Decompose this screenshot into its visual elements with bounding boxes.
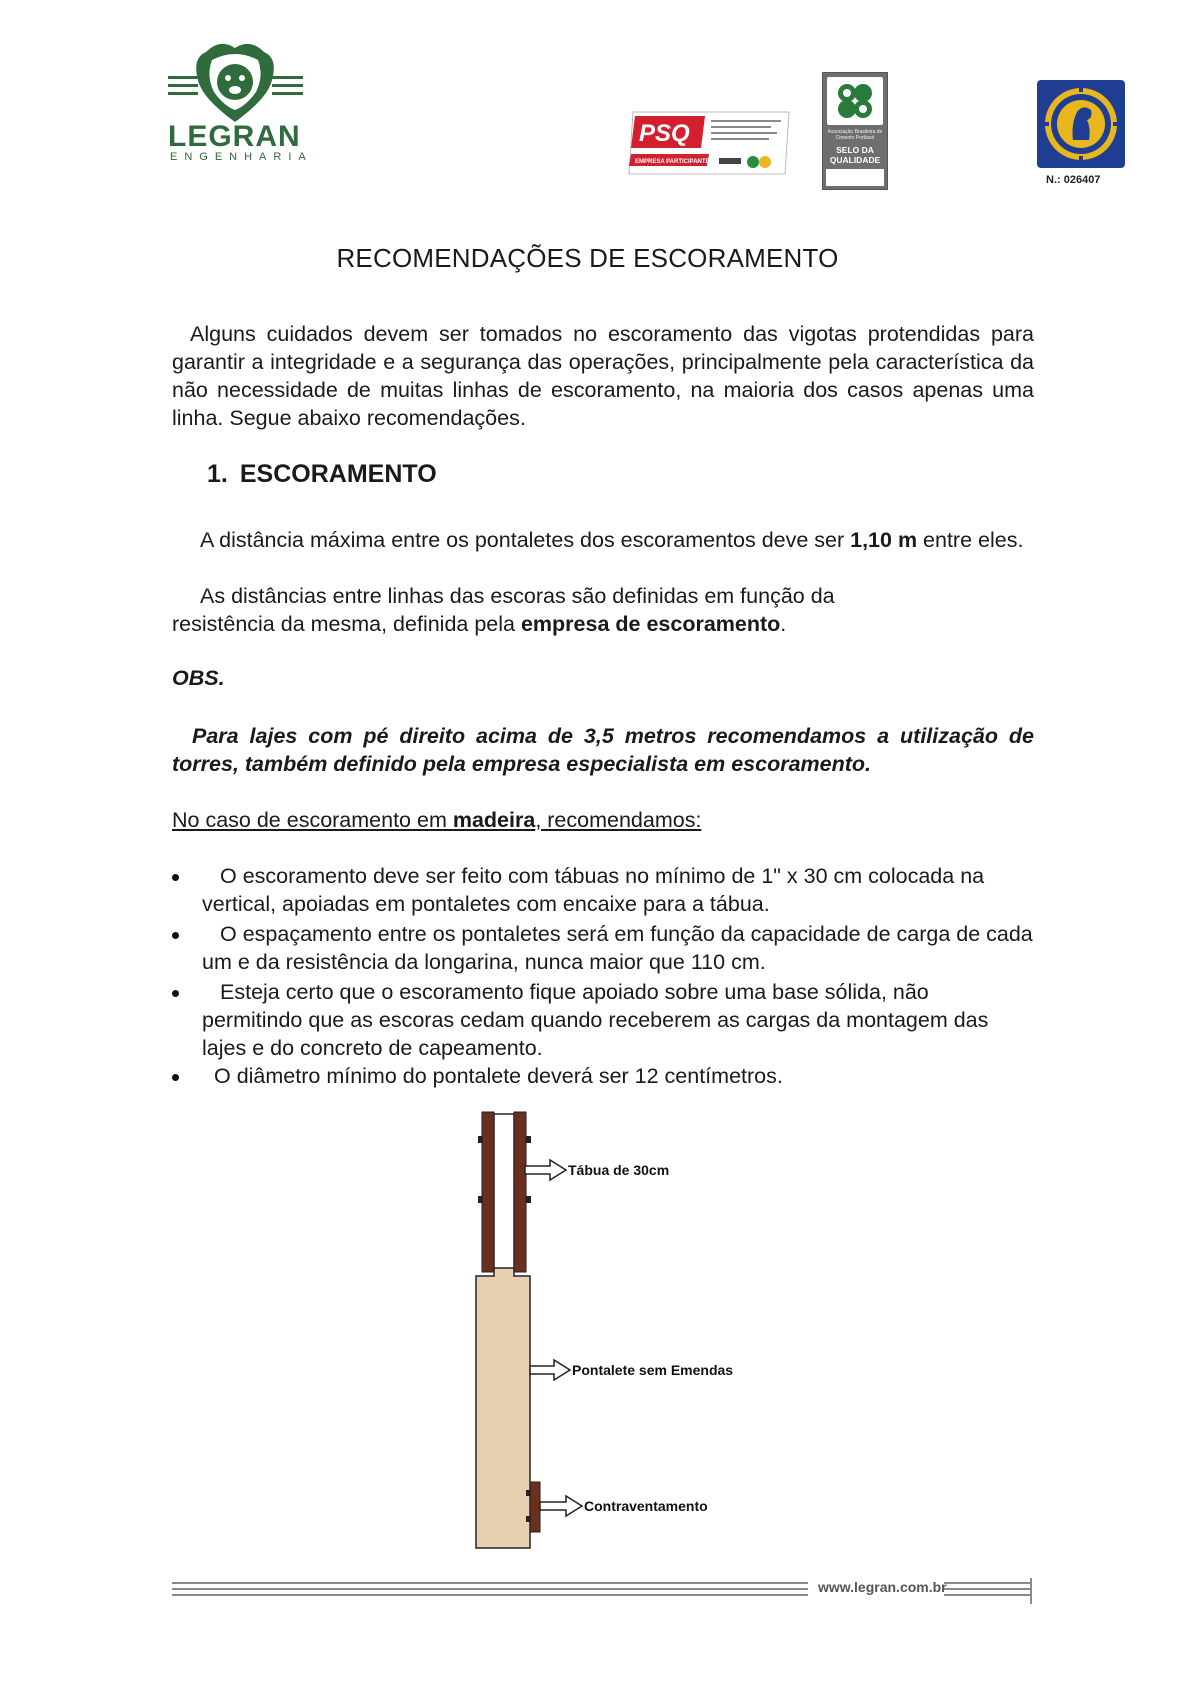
obs-paragraph: Para lajes com pé direito acima de 3,5 metros recomendamos a utilização de torres, também definido pela empresa especialista em escoramento.	[172, 724, 1034, 776]
section-title: ESCORAMENTO	[239, 460, 437, 488]
abcp-org-name: Associação Brasileira de Cimento Portland	[827, 129, 883, 141]
psq-badge	[625, 108, 793, 178]
section-number: 1.	[207, 460, 228, 488]
distance-paragraph	[172, 526, 1034, 554]
footer-url: www.legran.com.br	[818, 1579, 947, 1595]
list-item	[172, 920, 1034, 976]
wood-bold: madeira	[452, 808, 536, 832]
psq-participant: EMPRESA PARTICIPANTE	[635, 159, 710, 165]
label-tabua: Tábua de 30cm	[568, 1162, 670, 1178]
lines-paragraph	[172, 582, 932, 638]
bullet-icon	[172, 874, 179, 881]
lines-bold: empresa de escoramento	[520, 612, 781, 636]
lines-text-end: .	[780, 612, 787, 636]
list-item	[172, 1062, 1034, 1090]
bracing-shape	[530, 1482, 540, 1532]
label-contraventamento: Contraventamento	[584, 1498, 708, 1514]
list-item-text: O espaçamento entre os pontaletes será em função da capacidade de carga de cada um e da resistência da longarina, nunca maior que 110 cm.	[202, 922, 1033, 974]
crea-number: N.: 026407	[1046, 174, 1101, 186]
document-title: RECOMENDAÇÕES DE ESCORAMENTO	[336, 243, 839, 273]
abcp-logo-icon	[827, 77, 883, 125]
post-shape	[476, 1268, 530, 1548]
intro-paragraph: Alguns cuidados devem ser tomados no escoramento das vigotas protendidas para garantir a integridade e a segurança das operações, principalmente pela característica da não necessidade de muitas linhas de escoramento, na maioria dos casos apenas uma linha. Segue abaixo recomendações.	[172, 322, 1034, 430]
psq-label: PSQ	[639, 120, 690, 147]
bullet-icon	[172, 932, 179, 939]
strip-right	[514, 1112, 526, 1272]
arrow-post-icon	[530, 1360, 570, 1380]
legran-tagline: ENGENHARIA	[170, 151, 313, 163]
crea-seal-icon	[1037, 80, 1125, 168]
list-item-text: O escoramento deve ser feito com tábuas no mínimo de 1" x 30 cm colocada na vertical, apoiadas em pontaletes com encaixe para a tábua.	[202, 864, 985, 916]
legran-wordmark: LEGRAN	[168, 120, 301, 153]
distance-value: 1,10 m	[850, 528, 918, 552]
list-item	[172, 862, 1034, 918]
bullet-icon	[172, 990, 179, 997]
list-item-text: Esteja certo que o escoramento fique apoiado sobre uma base sólida, não permitindo que as escoras cedam quando receberem as cargas da montagem das lajes e do concreto de capeamento.	[202, 980, 989, 1060]
abcp-footer-box	[826, 169, 884, 186]
strip-left	[482, 1112, 494, 1272]
list-item	[172, 978, 1034, 1062]
section-heading	[207, 460, 437, 489]
lines-text: As distâncias entre linhas das escoras são definidas em função da resistência da mesma, definida pela	[172, 584, 835, 636]
obs-label: OBS.	[172, 666, 225, 690]
abcp-seal-label: SELO DA QUALIDADE	[829, 145, 881, 165]
board-shape	[494, 1114, 514, 1269]
abcp-quality-seal	[822, 72, 888, 190]
recommendations-list	[172, 862, 1034, 1090]
arrow-bracing-icon	[540, 1496, 582, 1516]
list-item-text: O diâmetro mínimo do pontalete deverá ser 12 centímetros.	[214, 1064, 783, 1088]
arrow-board-icon	[525, 1160, 566, 1180]
distance-text-end: entre eles.	[917, 528, 1024, 552]
wood-intro	[172, 806, 1034, 834]
wood-text-end: , recomendamos:	[535, 808, 702, 832]
distance-text: A distância máxima entre os pontaletes dos escoramentos deve ser	[200, 528, 851, 552]
bullet-icon	[172, 1074, 179, 1081]
label-pontalete: Pontalete sem Emendas	[572, 1362, 734, 1378]
wood-text: No caso de escoramento em	[172, 808, 453, 832]
